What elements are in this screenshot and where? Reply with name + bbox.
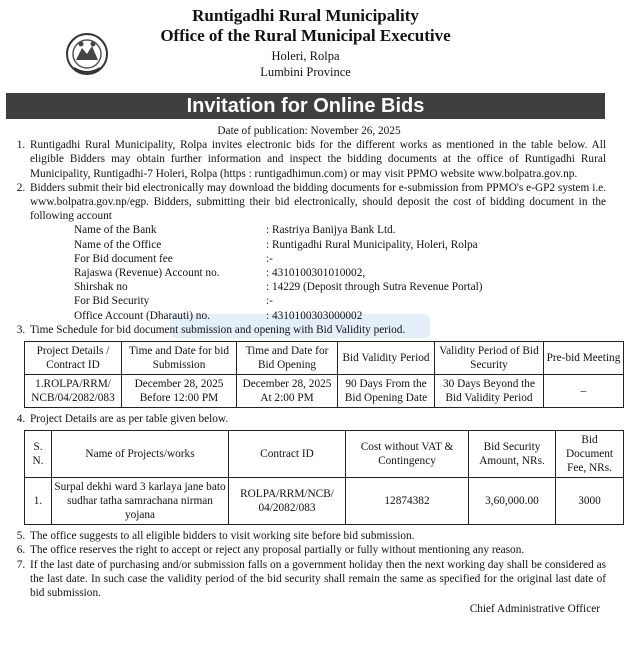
item-4-text: Project Details are as per table given below. bbox=[30, 413, 229, 426]
government-emblem-icon bbox=[64, 30, 110, 78]
table-cell: 3000 bbox=[556, 478, 624, 525]
org-name: Runtigadhi Rural Municipality bbox=[192, 6, 419, 25]
table-cell: 30 Days Beyond the Bid Validity Period bbox=[435, 375, 544, 408]
table-header: Time and Date for bid Submission bbox=[122, 342, 237, 375]
account-row: Rajaswa (Revenue) Account no. : 4310100301010002, bbox=[74, 267, 366, 280]
account-row: For Bid document fee :- bbox=[74, 252, 273, 265]
table-header: Bid Validity Period bbox=[338, 342, 435, 375]
table-cell: December 28, 2025 At 2:00 PM bbox=[237, 375, 338, 408]
notice-body bbox=[12, 124, 621, 616]
table-header: Bid Security Amount, NRs. bbox=[469, 431, 556, 478]
item-5: 5. The office suggests to all eligible bidders to visit working site before bid submission. bbox=[28, 529, 606, 543]
table-cell: Surpal dekhi ward 3 karlaya jane bato sudhar tatha samrachana nirman yojana bbox=[52, 478, 229, 525]
table-header: Validity Period of Bid Security bbox=[435, 342, 544, 375]
table-header: S. N. bbox=[25, 431, 52, 478]
table-header: Contract ID bbox=[229, 431, 346, 478]
table-header: Pre-bid Meeting bbox=[544, 342, 624, 375]
account-row: For Bid Security :- bbox=[74, 295, 273, 308]
table-header-row bbox=[25, 342, 624, 375]
account-row: Name of the Office : Runtigadhi Rural Municipality, Holeri, Rolpa bbox=[74, 238, 478, 251]
item-2-text: Bidders submit their bid electronically may download the bidding documents for e-submission from PPMO's e-GP2 system i.e. www.bolpatra.gov.np/egp. Bidders, submitting their bid electronically, should deposit the cost of bidding document in the following account bbox=[30, 181, 606, 223]
table-cell: – bbox=[544, 375, 624, 408]
table-cell: 3,60,000.00 bbox=[469, 478, 556, 525]
address-line-1: Holeri, Rolpa bbox=[271, 49, 340, 63]
project-table bbox=[24, 430, 624, 525]
item-3 bbox=[28, 323, 621, 408]
bank-account-details bbox=[74, 223, 606, 322]
table-row bbox=[25, 478, 624, 525]
table-header: Bid Document Fee, NRs. bbox=[556, 431, 624, 478]
item-3-text: Time Schedule for bid document submission and opening with Bid Validity period. bbox=[30, 323, 406, 336]
office-name: Office of the Rural Municipal Executive bbox=[160, 26, 451, 45]
notice-banner: Invitation for Online Bids bbox=[6, 93, 605, 119]
account-row: Office Account (Dharauti) no. : 4310100303000002 bbox=[74, 309, 363, 322]
account-row: Name of the Bank : Rastriya Banijya Bank Ltd. bbox=[74, 224, 396, 237]
item-2 bbox=[28, 181, 606, 323]
table-cell: 1. bbox=[25, 478, 52, 525]
item-7: 7. If the last date of purchasing and/or submission falls on a government holiday then the next working day shall be considered as the last date. In such case the validity period of the bid security shall remain the same as specified for the original last date of bid submission. bbox=[28, 558, 606, 601]
schedule-table bbox=[24, 341, 624, 408]
item-4 bbox=[28, 412, 614, 525]
table-row bbox=[25, 375, 624, 408]
publication-date: Date of publication: November 26, 2025 bbox=[217, 125, 401, 137]
table-cell: 12874382 bbox=[346, 478, 469, 525]
signature: Chief Administrative Officer bbox=[469, 603, 600, 616]
item-6: 6. The office reserves the right to accept or reject any proposal partially or fully without mentioning any reason. bbox=[28, 543, 606, 557]
table-header: Project Details / Contract ID bbox=[25, 342, 122, 375]
address-line-2: Lumbini Province bbox=[260, 65, 351, 79]
table-cell: 1.ROLPA/RRM/ NCB/04/2082/083 bbox=[25, 375, 122, 408]
item-1: 1. Runtigadhi Rural Municipality, Rolpa invites electronic bids for the different works as mentioned in the table below. All eligible Bidders may obtain further information and inspect the bidding documents at the office of Runtigadhi Rural Municipality, Runtigadhi-7 Holeri, Rolpa (https : runtigadhimun.com) or may visit PPMO website www.bolpatra.gov.np. bbox=[28, 138, 606, 181]
table-cell: ROLPA/RRM/NCB/ 04/2082/083 bbox=[229, 478, 346, 525]
table-header-row bbox=[25, 431, 624, 478]
table-cell: December 28, 2025 Before 12:00 PM bbox=[122, 375, 237, 408]
table-header: Time and Date for Bid Opening bbox=[237, 342, 338, 375]
table-header: Cost without VAT & Contingency bbox=[346, 431, 469, 478]
account-row: Shirshak no : 14229 (Deposit through Sutra Revenue Portal) bbox=[74, 281, 483, 294]
table-header: Name of Projects/works bbox=[52, 431, 229, 478]
table-cell: 90 Days From the Bid Opening Date bbox=[338, 375, 435, 408]
